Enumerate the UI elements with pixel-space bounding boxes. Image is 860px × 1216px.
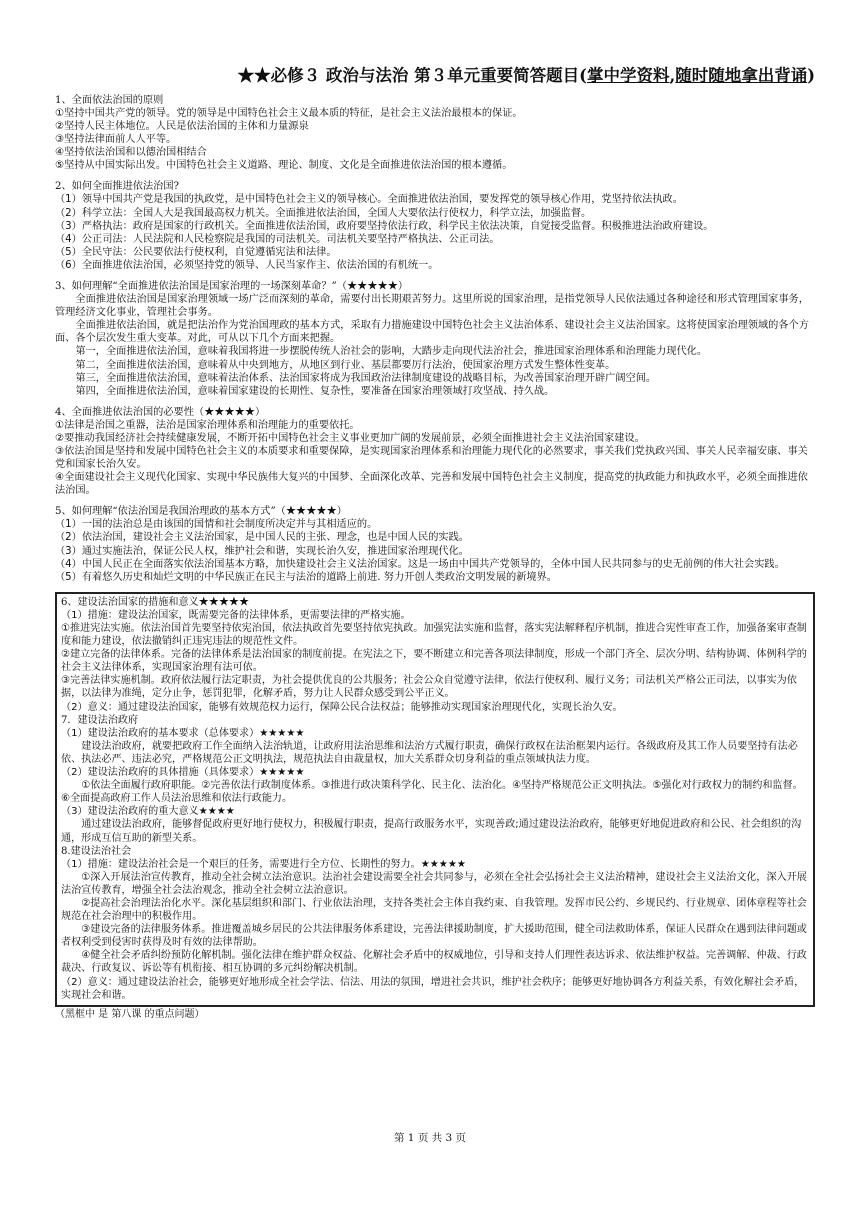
- title-underlined-text: 掌中学资料: [586, 66, 670, 85]
- answer-paragraph: ③坚持法律面前人人平等。: [55, 134, 177, 146]
- answer-paragraph: （4）中国人民正在全面落实依法治国基本方略，加快建设社会主义法治国家。这是一场由中国共产党领导的，全体中国人民共同参与的史无前例的伟大社会实践。: [55, 558, 785, 570]
- question-section: [55, 505, 815, 583]
- answer-paragraph: 第二，全面推进依法治国，意味着从中央到地方，从地区到行业、基层都要厉行法治，使国家治理方式发生整体性变革。: [75, 359, 616, 371]
- box-paragraph: （2）意义：通过建设法治社会，能够更好地形成全社会学法、信法、用法的氛围，增进社会共识，维护社会秩序；能够更好地协调各方利益关系，有效化解社会矛盾，实现社会和谐。: [61, 976, 805, 1001]
- answer-paragraph: ④全面建设社会主义现代化国家、实现中华民族伟大复兴的中国梦、全面深化改革、完善和发展中国特色社会主义制度，提高党的执政能力和执政水平，必须全面推进依法治国。: [55, 472, 808, 497]
- box-paragraph: 建设法治政府，就要把政府工作全面纳入法治轨道，让政府用法治思维和法治方式履行职责，确保行政权在法治框架内运行。各级政府及其工作人员要坚持有法必依、执法必严、违法必究，严格规范公正文明执法，规范执法自由裁量权，加大关系群众切身利益的重点领域执法力度。: [61, 740, 798, 765]
- answer-paragraph: （2）科学立法：全国人大是我国最高权力机关。全面推进依法治国，全国人大要依法行使权力，科学立法，加强监督。: [55, 207, 592, 219]
- box-note: （黑框中 是 第八课 的重点问题）: [55, 1008, 205, 1020]
- answer-paragraph: （1）领导中国共产党是我国的执政党，是中国特色社会主义的领导核心。全面推进依法治国，要发挥党的领导核心作用，党坚持依法执政。: [55, 194, 683, 206]
- answer-paragraph: 第一，全面推进依法治国，意味着我国将进一步摆脱传统人治社会的影响，大踏步走向现代法治社会，推进国家治理体系和治理能力现代化。: [75, 346, 708, 358]
- answer-paragraph: 全面推进依法治国，就是把法治作为党治国理政的基本方式，采取有力措施建设中国特色社会主义法治体系、建设社会主义法治国家。这将使国家治理领域的各个方面、各个层次发生重大变革。对此，可从以下几个方面来把握。: [55, 320, 809, 345]
- question-section: [55, 280, 815, 398]
- answer-paragraph: ①法律是治国之重器，法治是国家治理体系和治理能力的重要依托。: [55, 419, 360, 431]
- answer-paragraph: （2）依法治国，建设社会主义法治国家，是中国人民的主张、理念，也是中国人民的实践。: [55, 532, 469, 544]
- answer-paragraph: （4）公正司法：人民法院和人民检察院是我国的司法机关。司法机关要坚持严格执法、公正司法。: [55, 233, 500, 245]
- answer-paragraph: （3）严格执法：政府是国家的行政机关。全面推进依法治国，政府要坚持依法行政，科学民主依法决策，自觉接受监督。积极推进法治政府建设。: [55, 220, 714, 232]
- answer-paragraph: （1）一国的法治总是由该国的国情和社会制度所决定并与其相适应的。: [55, 519, 378, 531]
- box-heading: 6、建设法治国家的措施和意义★★★★★: [61, 596, 250, 608]
- question-sections: [55, 94, 815, 584]
- document-title: ★★必修３ 政治与法治 第３单元重要简答题目(掌中学资料,随时随地拿出背诵): [237, 66, 815, 85]
- answer-paragraph: 第四，全面推进依法治国，意味着国家建设的长期性、复杂性，要准备在国家治理领域打攻坚战、持久战。: [75, 385, 555, 397]
- answer-paragraph: 第三，全面推进依法治国，意味着法治体系、法治国家将成为我国政治法律制度建设的战略目标，为改善国家治理开辟广阔空间。: [75, 372, 657, 384]
- answer-paragraph: ①坚持中国共产党的领导。党的领导是中国特色社会主义最本质的特征，是社会主义法治最根本的保证。: [55, 108, 523, 119]
- answer-paragraph: ③依法治国是坚持和发展中国特色社会主义的本质要求和重要保障，是实现国家治理体系和治理能力现代化的必然要求，事关我们党执政兴国、事关人民幸福安康、事关党和国家长治久安。: [55, 445, 808, 471]
- section-heading: 5、如何理解“依法治国是我国治理政的基本方式”（★★★★★）: [55, 506, 347, 518]
- box-paragraph: ④健全社会矛盾纠纷预防化解机制。强化法律在维护群众权益、化解社会矛盾中的权威地位，引导和支持人们理性表达诉求、依法维护权益。完善调解、仲裁、行政裁决、行政复议、诉讼等有机衔接、相互协调的多元纠纷解决机制。: [61, 950, 807, 975]
- box-paragraph: ③完善法律实施机制。政府依法履行法定职责，为社会提供优良的公共服务；社会公众自觉遵守法律，依法行使权利、履行义务；司法机关严格公正司法，以事实为依据，以法律为准绳，定分止争，惩罚犯罪，化解矛盾，努力让人民群众感受到公平正义。: [61, 675, 797, 700]
- box-paragraph: （3）建设法治政府的重大意义★★★★: [61, 806, 235, 818]
- box-heading: 7．建设法治政府: [61, 714, 139, 726]
- question-section: [55, 406, 815, 498]
- answer-paragraph: （5）全民守法：公民要依法行使权利，自觉遵循宪法和法律。: [55, 246, 337, 258]
- page-footer: 第 1 页 共 3 页: [393, 1132, 467, 1144]
- box-paragraph: （2）意义：通过建设法治国家，能够有效规范权力运行，保障公民合法权益；能够推动实现国家治理现代化，实现长治久安。: [61, 701, 623, 713]
- box-heading: 8.建设法治社会: [61, 845, 132, 857]
- answer-paragraph: ②坚持人民主体地位。人民是依法治国的主体和力量源泉: [55, 121, 309, 133]
- section-heading: 3、如何理解“全面推进依法治国是国家治理的一场深刻革命？”（★★★★★）: [55, 281, 409, 293]
- answer-paragraph: ⑤坚持从中国实际出发。中国特色社会主义道路、理论、制度、文化是全面推进依法治国的根本遵循。: [55, 160, 513, 172]
- section-heading: 1、全面依法治国的原则: [55, 95, 164, 106]
- box-paragraph: （1）建设法治政府的基本要求（总体要求）★★★★★: [61, 727, 305, 739]
- box-paragraph: （1）措施：建设法治国家，既需要完备的法律体系，更需要法律的严格实施。: [61, 609, 411, 621]
- box-paragraph: ②提高社会治理法治化水平。深化基层组织和部门、行业依法治理，支持各类社会主体自我约束、自我管理。发挥市民公约、乡规民约、行业规章、团体章程等社会规范在社会治理中的积极作用。: [61, 897, 807, 923]
- question-section: [55, 94, 815, 172]
- box-paragraph: ②建立完备的法律体系。完备的法律体系是法治国家的制度前提。在宪法之下，要不断建立和完善各项法律制度，形成一个部门齐全、层次分明、结构协调、体例科学的社会主义法律体系，实现国家治理有法可依。: [61, 649, 807, 674]
- title-underlined-text: 随时随地拿出背诵: [675, 66, 808, 85]
- answer-paragraph: 全面推进依法治国是国家治理领域一场广泛而深刻的革命，需要付出长期艰苦努力。这里所说的国家治理，是指党领导人民依法通过各种途径和形式管理国家事务，管理经济文化事业，管理社会事务。: [55, 294, 809, 319]
- key-questions-box: [55, 592, 815, 1007]
- box-paragraph: ①依法全面履行政府职能。②完善依法行政制度体系。③推进行政决策科学化、民主化、法治化。④坚持严格规范公正文明执法。⑤强化对行政权力的制约和监督。⑥全面提高政府工作人员法治思维和依法行政能力。: [61, 780, 803, 805]
- box-paragraph: 通过建设法治政府，能够督促政府更好地行使权力，积极履行职责，提高行政服务水平，实现善政;通过建设法治政府，能够更好地促进政府和公民、社会组织的沟通，形成互信互助的新型关系。: [61, 819, 802, 844]
- box-paragraph: ①推进宪法实施。依法治国首先要坚持依宪治国，依法执政首先要坚持依宪执政。加强宪法实施和监督，落实宪法解释程序机制，推进合宪性审查工作，加强备案审查制度和能力建设，依法撤销纠正违宪违法的规范性文件。: [61, 623, 807, 648]
- box-paragraph: ③建设完备的法律服务体系。推进覆盖城乡居民的公共法律服务体系建设，完善法律援助制度，扩大援助范围，健全司法救助体系，保证人民群众在遇到法律问题或者权利受到侵害时获得及时有效的法律帮助。: [61, 924, 807, 949]
- box-paragraph: （1）措施：建设法治社会是一个艰巨的任务，需要进行全方位、长期性的努力。★★★★★: [61, 858, 466, 870]
- title-prefix: ★★必修３ 政治与法治 第３单元重要简答题目: [237, 66, 580, 85]
- box-paragraph: ①深入开展法治宣传教育，推动全社会树立法治意识。法治社会建设需要全社会共同参与，必须在全社会弘扬社会主义法治精神，建设社会主义法治文化，深入开展法治宣传教育，增强全社会法治观念，推动全社会树立法治意识。: [61, 871, 807, 896]
- answer-paragraph: （6）全面推进依法治国，必须坚持党的领导、人民当家作主、依法治国的有机统一。: [55, 259, 439, 271]
- answer-paragraph: ④坚持依法治国和以德治国相结合: [55, 147, 207, 159]
- box-paragraph: （2）建设法治政府的具体措施（具体要求）★★★★★: [61, 767, 305, 779]
- section-heading: 2、如何全面推进依法治国?: [55, 181, 180, 193]
- section-heading: 4、全面推进依法治国的必要性（★★★★★）: [55, 406, 266, 418]
- question-section: [55, 180, 815, 272]
- answer-paragraph: （5）有着悠久历史和灿烂文明的中华民族正在民主与法治的道路上前进. 努力开创人类政治文明发展的新境界。: [55, 571, 557, 583]
- answer-paragraph: ②要推动我国经济社会持续健康发展，不断开拓中国特色社会主义事业更加广阔的发展前景，必须全面推进社会主义法治国家建设。: [55, 432, 645, 444]
- answer-paragraph: （3）通过实施法治，保证公民人权，维护社会和谐，实现长治久安，推进国家治理现代化。: [55, 545, 469, 557]
- document-page: [55, 64, 815, 1022]
